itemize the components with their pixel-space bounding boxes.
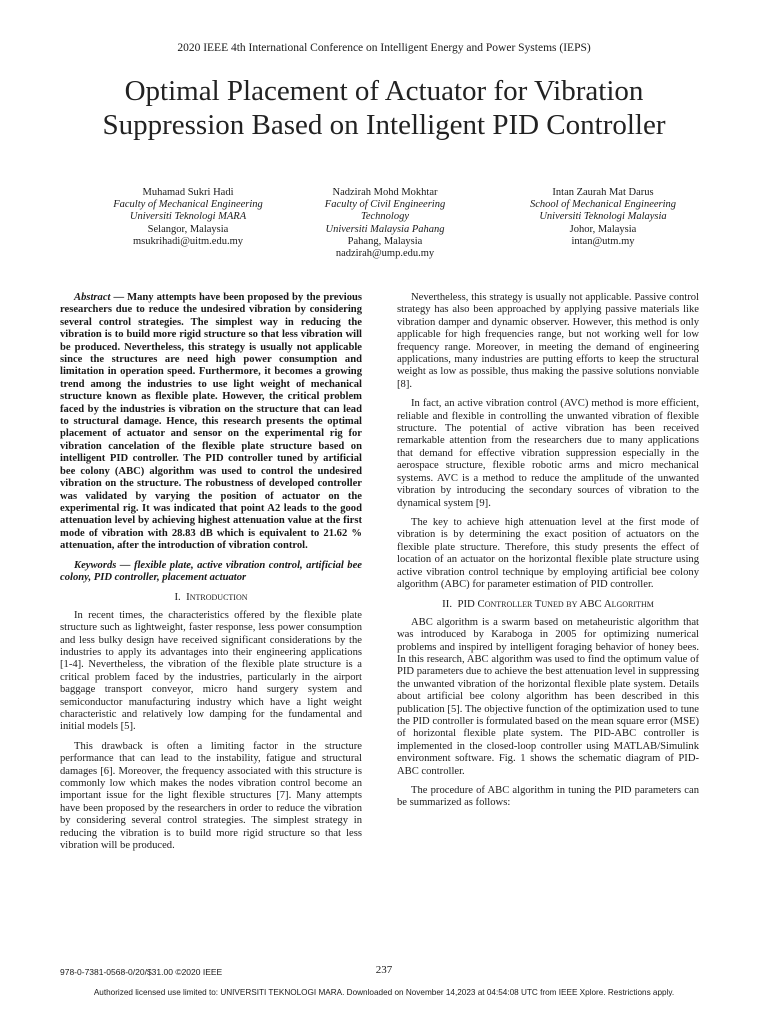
paragraph: In fact, an active vibration control (AVC) method is more efficient, reliable and flexible in controlling the unwanted vibration of flexible structure. The potential of active vibration has been received remarkable attention from the researchers due to many applications that demand for effective vibration suppression especially in the aerospace structure, flexible robotic arms and micro mechanical systems. AVC is a method to reduce the amplitude of the unwanted vibration by introducing the secondary sources of vibration to the dynamical system [9]. bbox=[397, 398, 699, 509]
section-heading-introduction bbox=[60, 591, 362, 603]
author-name: Muhamad Sukri Hadi bbox=[142, 187, 234, 198]
copyright-code: 978-0-7381-0568-0/20/$31.00 ©2020 IEEE bbox=[60, 967, 223, 977]
author-name: Intan Zaurah Mat Darus bbox=[552, 187, 654, 198]
author-email: nadzirah@ump.edu.my bbox=[335, 248, 435, 260]
paragraph: The key to achieve high attenuation level at the first mode of vibration is by determining the exact position of actuators on the flexible plate structure. Therefore, this study presents the effect of location of an actuator on the horizontal flexible plate structure using active vibration control technique by employing artificial bee colony algorithm (ABC) for parameter estimation of PID controller. bbox=[397, 516, 699, 590]
paper-title bbox=[40, 74, 728, 142]
author-block-2 bbox=[270, 187, 500, 260]
author-affiliation: School of Mechanical Engineering bbox=[529, 199, 677, 211]
author-location: Pahang, Malaysia bbox=[347, 235, 423, 247]
author-location: Johor, Malaysia bbox=[569, 223, 637, 235]
page-number: 237 bbox=[375, 964, 393, 976]
section-title: Introduction bbox=[186, 591, 248, 604]
author-email: msukrihadi@uitm.edu.my bbox=[133, 235, 243, 247]
license-notice: Authorized licensed use limited to: UNIVERSITI TEKNOLOGI MARA. Downloaded on November 14,2023 at 04:54:08 UTC from IEEE Xplore. Restrictions apply. bbox=[93, 988, 675, 997]
conference-header: 2020 IEEE 4th International Conference on Intelligent Energy and Power Systems (IEPS) bbox=[177, 42, 591, 54]
paragraph: ABC algorithm is a swarm based on metaheuristic algorithm that was introduced by Karaboga in 2005 for optimizing numerical problems and inspired by intelligent foraging behavior of honey bees. In this research, ABC algorithm was used to find the optimum value of PID parameters due to achieve the best attenuation level in suppressing the unwanted vibration of the horizontal flexible plate system. Details about artificial bee colony algorithm has been described in this publication [5]. The objective function of the optimization used to tune the PID controller is formulated based on the mean square error (MSE) of horizontal flexible plate system. The PID-ABC controller is implemented in the closed-loop controller using MATLAB/Simulink environment software. Fig. 1 shows the schematic diagram of PID-ABC controller. bbox=[397, 616, 699, 777]
abstract bbox=[60, 292, 362, 553]
author-affiliation: Faculty of Civil Engineering bbox=[324, 199, 446, 211]
author-block-1 bbox=[73, 187, 303, 248]
abstract-label: Abstract bbox=[74, 292, 111, 303]
paragraph: The procedure of ABC algorithm in tuning the PID parameters can be summarized as follows: bbox=[397, 785, 699, 809]
title-line-2: Suppression Based on Intelligent PID Controller bbox=[102, 109, 666, 141]
author-institution: Universiti Malaysia Pahang bbox=[325, 223, 445, 235]
abstract-text: — Many attempts have been proposed by the previous researchers due to reduce the undesired vibration by considering several control strategies. The simplest way in reducing the vibration is to build more rigid structure so that less vibration will be produced. Nevertheless, this strategy is usually not applicable since the structures are need high power consumption and limitation in operation speed. Furthermore, it becomes a growing trend among the industries to use light weight of mechanical structure known as flexible plate. However, the critical problem faced by the industries is vibration on the structure that can lead to structural damage. Hence, this research presents the optimal placement of actuator and sensor on the experimental rig for vibration cancelation of the flexible plate structure based on intelligent PID controller. The PID controller tuned by artificial bee colony (ABC) algorithm was used to control the undesired vibration on the structure. The robustness of developed controller was validated by varying the position of actuator on the experimental rig. It was indicated that point A2 leads to the good attenuation level by achieving highest attenuation value at the first mode of vibration with 28.83 dB which is equivalent to 21.62 % attenuation, after the introduction of vibration control. bbox=[60, 292, 362, 552]
author-location: Selangor, Malaysia bbox=[147, 223, 229, 235]
author-affiliation: Faculty of Mechanical Engineering bbox=[113, 199, 263, 211]
author-name: Nadzirah Mohd Mokhtar bbox=[332, 187, 438, 198]
section-number: I. bbox=[174, 591, 181, 604]
paragraph: Nevertheless, this strategy is usually not applicable. Passive control strategy has also been approached by applying passive materials like vibration damper and dynamic observer. However, this method is only applicable for high frequencies range, but not working well for low frequency range. Moreover, in meeting the demand of engineering applications, many industries are putting efforts to keep the structural weight as low as possible, thus making the passive solutions nonviable [8]. bbox=[397, 292, 699, 390]
left-column bbox=[60, 292, 362, 859]
author-affiliation-cont: Technology bbox=[360, 211, 410, 223]
author-institution: Universiti Teknologi MARA bbox=[129, 211, 247, 223]
keywords: Keywords — flexible plate, active vibration control, artificial bee colony, PID controller, placement actuator bbox=[60, 559, 362, 583]
author-email: intan@utm.my bbox=[571, 235, 635, 247]
section-number: II. bbox=[442, 598, 453, 611]
title-line-1: Optimal Placement of Actuator for Vibration bbox=[124, 75, 644, 107]
section-heading-pid-abc bbox=[397, 598, 699, 610]
author-institution: Universiti Teknologi Malaysia bbox=[539, 211, 667, 223]
right-column bbox=[397, 292, 699, 817]
section-title: PID Controller Tuned by ABC Algorithm bbox=[457, 598, 654, 611]
paragraph: This drawback is often a limiting factor in the structure performance that can lead to the instability, fatigue and structural damages [6]. Moreover, the frequency associated with this structure is commonly low which makes the nodes vibration control become an important issue for the light flexible structures [7]. Many attempts have been proposed by the researchers in order to reduce the vibration by considering several control strategies. The simplest strategy in reducing the vibration is to build more rigid structure so that less vibration will be produced. bbox=[60, 740, 362, 852]
author-block-3 bbox=[488, 187, 718, 248]
paragraph: In recent times, the characteristics offered by the flexible plate structure such as lightweight, faster response, less power consumption and less bulky design have received significant considerations by the industries to apply its advantages into their engineering applications [1-4]. Nevertheless, the vibration of the flexible plate structure is a critical problem faced by the industries, particularly in the airport baggage transport conveyor, micro hand surgery system and semiconductor manufacturing industry which have a light weight characteristic and relatively low damping for the fundamental and initial models [5]. bbox=[60, 609, 362, 733]
